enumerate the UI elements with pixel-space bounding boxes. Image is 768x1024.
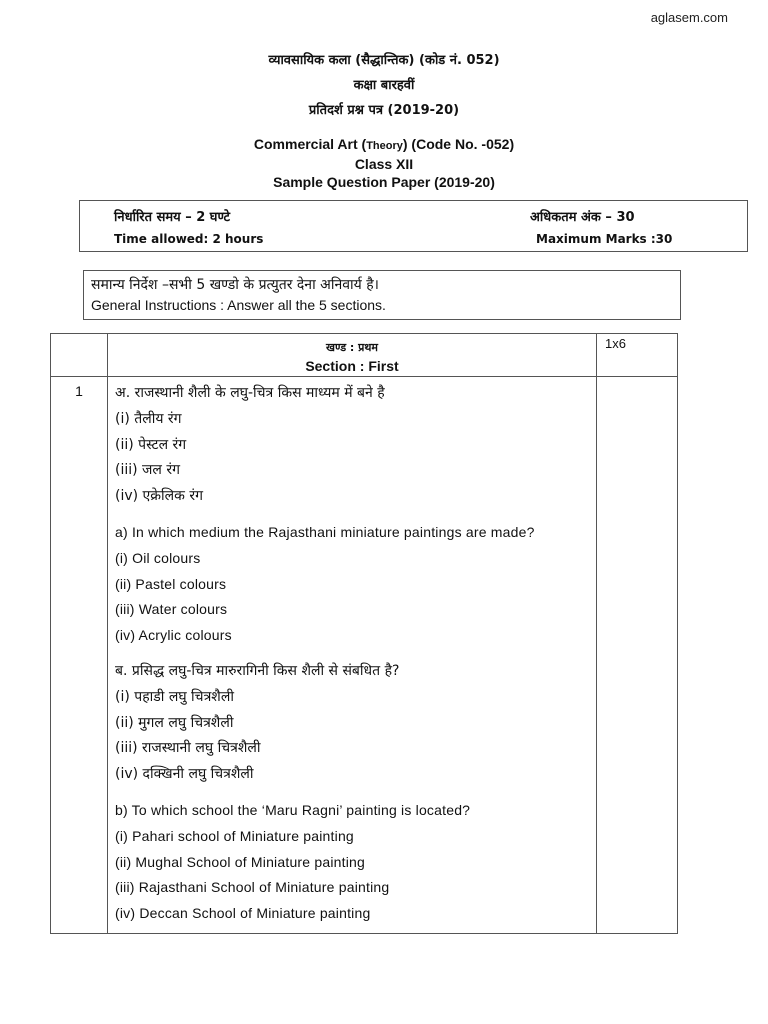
option-b-hindi-3: (iii) राजस्थानी लघु चित्रशैली bbox=[115, 740, 261, 757]
question-row bbox=[51, 377, 678, 934]
option-a-hindi-2: (ii) पेस्टल रंग bbox=[115, 436, 187, 453]
section-heading-cell bbox=[108, 334, 597, 377]
question-table bbox=[50, 333, 678, 934]
section-header-row bbox=[51, 334, 678, 377]
question-b-hindi: ब. प्रसिद्ध लघु-चित्र मारुरागिनी किस शैली से संबधित है? bbox=[115, 662, 400, 679]
option-b-english-3: (iii) Rajasthani School of Miniature painting bbox=[115, 879, 390, 896]
english-paper: Sample Question Paper (2019-20) bbox=[273, 174, 495, 190]
empty-number-cell bbox=[51, 334, 108, 377]
english-title-part-a: Commercial Art ( bbox=[253, 136, 367, 152]
option-b-english-1: (i) Pahari school of Miniature painting bbox=[115, 827, 354, 844]
english-class: Class XII bbox=[354, 156, 414, 172]
time-english: Time allowed: 2 hours bbox=[114, 232, 264, 246]
option-b-hindi-1: (i) पहाडी लघु चित्रशैली bbox=[115, 688, 234, 705]
option-b-english-4: (iv) Deccan School of Miniature painting bbox=[115, 905, 371, 922]
option-a-hindi-4: (iv) एक्रेलिक रंग bbox=[115, 488, 203, 505]
time-hindi: निर्धारित समय – 2 घण्टे bbox=[114, 210, 231, 225]
hindi-class: कक्षा बारहवीं bbox=[353, 78, 415, 93]
marks-english: Maximum Marks :30 bbox=[536, 232, 673, 246]
question-body bbox=[108, 377, 597, 934]
instructions-hindi: समान्य निर्देश –सभी 5 खण्डो के प्रत्युतर देना अनिवार्य है। bbox=[91, 277, 379, 293]
question-marks-cell bbox=[597, 377, 678, 934]
english-title-part-b: ) (Code No. -052) bbox=[402, 136, 515, 152]
english-title-theory: Theory bbox=[366, 140, 403, 152]
option-a-english-2: (ii) Pastel colours bbox=[115, 575, 227, 592]
option-a-hindi-3: (iii) जल रंग bbox=[115, 462, 180, 479]
question-b-english: b) To which school the ‘Maru Ragni’ painting is located? bbox=[115, 801, 471, 818]
option-a-english-3: (iii) Water colours bbox=[115, 601, 228, 618]
section-title-hindi: खण्ड : प्रथम bbox=[325, 341, 379, 354]
option-a-english-1: (i) Oil colours bbox=[115, 549, 201, 566]
watermark-text: aglasem.com bbox=[650, 10, 728, 25]
hindi-title: व्यावसायिक कला (सैद्धान्तिक) (कोड नं. 052) bbox=[268, 53, 500, 68]
marks-hindi: अधिकतम अंक – 30 bbox=[530, 210, 635, 225]
option-b-hindi-2: (ii) मुगल लघु चित्रशैली bbox=[115, 714, 234, 731]
section-marks: 1x6 bbox=[597, 334, 678, 377]
english-title bbox=[0, 135, 768, 155]
exam-meta-box bbox=[79, 200, 748, 252]
question-a-hindi: अ. राजस्थानी शैली के लघु-चित्र किस माध्यम में बने है bbox=[115, 385, 385, 401]
question-a-english: a) In which medium the Rajasthani miniature paintings are made? bbox=[115, 523, 535, 540]
option-b-english-2: (ii) Mughal School of Miniature painting bbox=[115, 853, 366, 870]
document-title-block bbox=[0, 48, 768, 191]
hindi-paper: प्रतिदर्श प्रश्न पत्र (2019-20) bbox=[308, 103, 460, 118]
question-number: 1 bbox=[51, 377, 108, 934]
option-a-hindi-1: (i) तैलीय रंग bbox=[115, 410, 182, 427]
instructions-english: General Instructions : Answer all the 5 sections. bbox=[91, 297, 386, 313]
general-instructions-box bbox=[83, 270, 681, 320]
section-title-english: Section : First bbox=[305, 358, 399, 374]
option-a-english-4: (iv) Acrylic colours bbox=[115, 627, 232, 644]
option-b-hindi-4: (iv) दक्खिनी लघु चित्रशैली bbox=[115, 766, 254, 783]
